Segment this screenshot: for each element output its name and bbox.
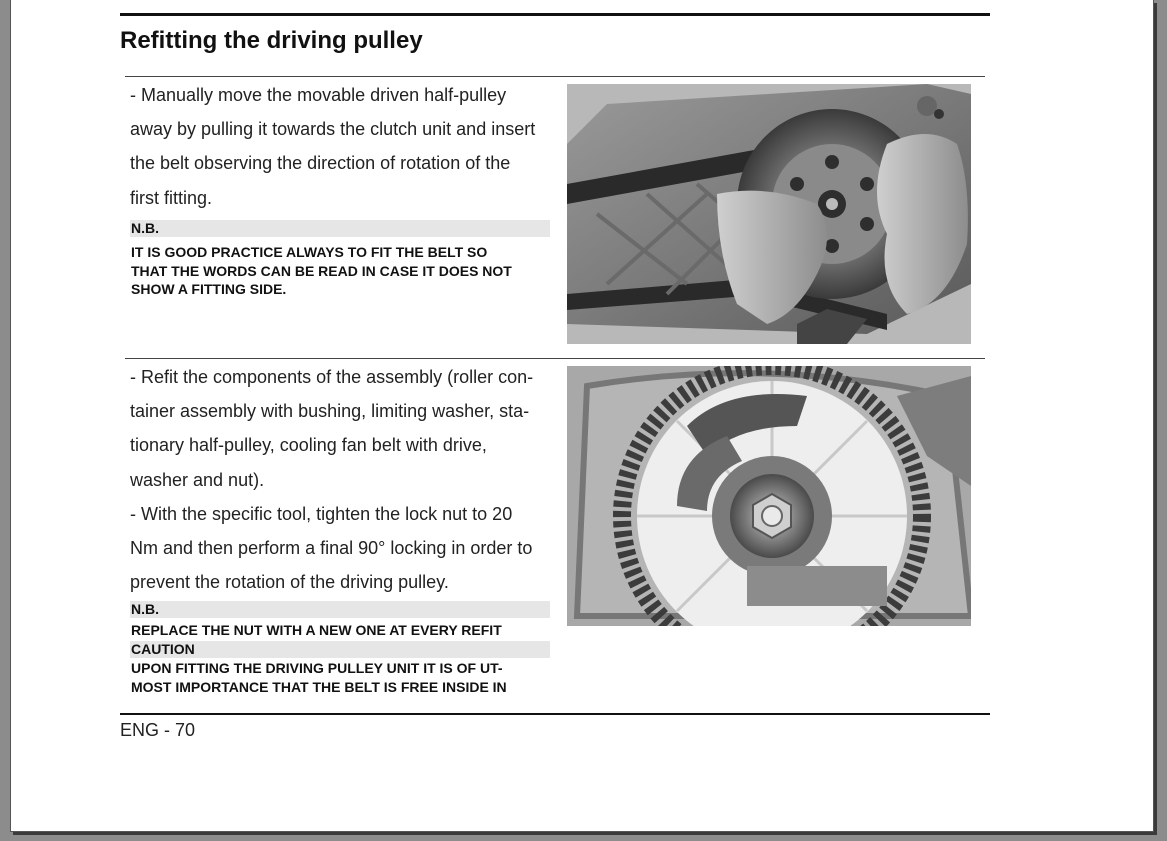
note-line: THAT THE WORDS CAN BE READ IN CASE IT DOES NOT bbox=[131, 262, 512, 279]
page-number: ENG - 70 bbox=[120, 720, 196, 740]
nb-label: N.B. bbox=[130, 220, 550, 237]
note-line: UPON FITTING THE DRIVING PULLEY UNIT IT IS OF UT- bbox=[131, 660, 503, 676]
nb-note-text bbox=[131, 243, 561, 299]
text-line: the belt observing the direction of rotation of the bbox=[130, 153, 511, 174]
text-line: prevent the rotation of the driving pulley. bbox=[130, 572, 449, 593]
text-line: - Manually move the movable driven half-pulley bbox=[130, 85, 507, 105]
text-line: tionary half-pulley, cooling fan belt with drive, bbox=[130, 435, 487, 456]
text-line: washer and nut). bbox=[130, 469, 265, 490]
belt-insertion-photo bbox=[567, 84, 971, 344]
note-line: MOST IMPORTANCE THAT THE BELT IS FREE INSIDE IN bbox=[131, 678, 507, 695]
text-line: first fitting. bbox=[130, 187, 213, 208]
document-page bbox=[10, 0, 1154, 832]
footer-rule bbox=[120, 713, 990, 715]
text-line: - With the specific tool, tighten the lock nut to 20 bbox=[130, 503, 513, 524]
nb-label: N.B. bbox=[130, 601, 550, 618]
page-title: Refitting the driving pulley bbox=[120, 27, 423, 54]
section-divider bbox=[125, 76, 985, 77]
nb-note-text bbox=[131, 621, 561, 640]
header-rule bbox=[120, 13, 990, 16]
text-line: away by pulling it towards the clutch unit and insert bbox=[130, 119, 536, 140]
note-line: SHOW A FITTING SIDE. bbox=[131, 281, 287, 297]
driving-pulley-photo bbox=[567, 366, 971, 626]
section-divider bbox=[125, 358, 985, 359]
text-line: tainer assembly with bushing, limiting washer, sta- bbox=[130, 401, 530, 422]
step-text bbox=[130, 360, 562, 599]
caution-note-text bbox=[131, 659, 561, 696]
step-text bbox=[130, 78, 562, 215]
note-line: REPLACE THE NUT WITH A NEW ONE AT EVERY REFIT bbox=[131, 622, 502, 638]
text-line: Nm and then perform a final 90° locking in order to bbox=[130, 538, 533, 559]
note-line: IT IS GOOD PRACTICE ALWAYS TO FIT THE BELT SO bbox=[131, 244, 488, 260]
caution-label: CAUTION bbox=[130, 641, 550, 658]
text-line: - Refit the components of the assembly (roller con- bbox=[130, 367, 534, 387]
